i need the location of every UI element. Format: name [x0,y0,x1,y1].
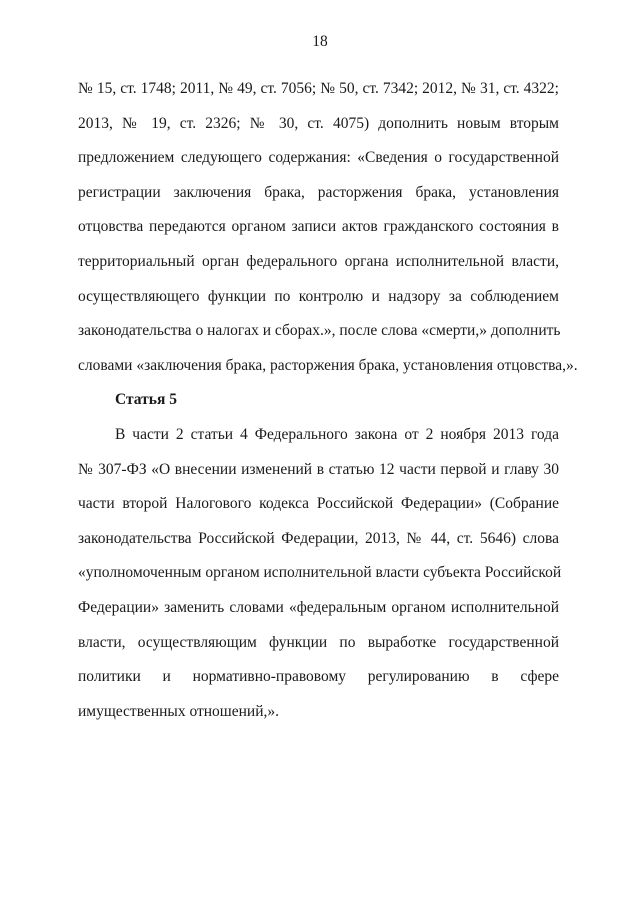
paragraph-2-line-4: законодательства Российской Федерации, 2013, № 44, ст. 5646) слова [78,529,559,547]
paragraph-2-line-1: В части 2 статьи 4 Федерального закона от 2 ноября 2013 года [115,425,559,443]
paragraph-2-line-7: власти, осуществляющим функции по выработке государственной [78,633,559,651]
paragraph-2-line-9: имущественных отношений,». [78,702,280,720]
article-heading: Статья 5 [115,391,177,409]
paragraph-1-line-7: осуществляющего функции по контролю и надзору за соблюдением [78,287,559,305]
paragraph-2-line-5: «уполномоченным органом исполнительной власти субъекта Российской [78,564,562,582]
paragraph-2-line-3: части второй Налогового кодекса Российской Федерации» (Собрание [78,495,559,513]
paragraph-2-line-6: Федерации» заменить словами «федеральным органом исполнительной [78,598,559,616]
paragraph-2-line-8: политики и нормативно-правовому регулированию в сфере [78,668,559,686]
paragraph-1-line-3: предложением следующего содержания: «Сведения о государственной [78,149,559,167]
paragraph-1-line-8: законодательства о налогах и сборах.», после слова «смерти,» дополнить [78,322,561,340]
page-number: 18 [312,33,328,50]
paragraph-1-line-2: 2013, № 19, ст. 2326; № 30, ст. 4075) дополнить новым вторым [78,114,559,132]
paragraph-1-line-4: регистрации заключения брака, расторжения брака, установления [78,183,559,201]
paragraph-1 [78,72,578,383]
paragraph-1-line-6: территориальный орган федерального органа исполнительной власти, [78,252,559,270]
paragraph-2-line-2: № 307-ФЗ «О внесении изменений в статью 12 части первой и главу 30 [78,460,559,478]
paragraph-1-line-5: отцовства передаются органом записи актов гражданского состояния в [78,218,559,236]
paragraph-1-line-1: № 15, ст. 1748; 2011, № 49, ст. 7056; № 50, ст. 7342; 2012, № 31, ст. 4322; [78,80,559,97]
document-body [78,72,578,729]
paragraph-1-line-9: словами «заключения брака, расторжения брака, установления отцовства,». [78,356,578,374]
paragraph-2 [78,418,562,729]
